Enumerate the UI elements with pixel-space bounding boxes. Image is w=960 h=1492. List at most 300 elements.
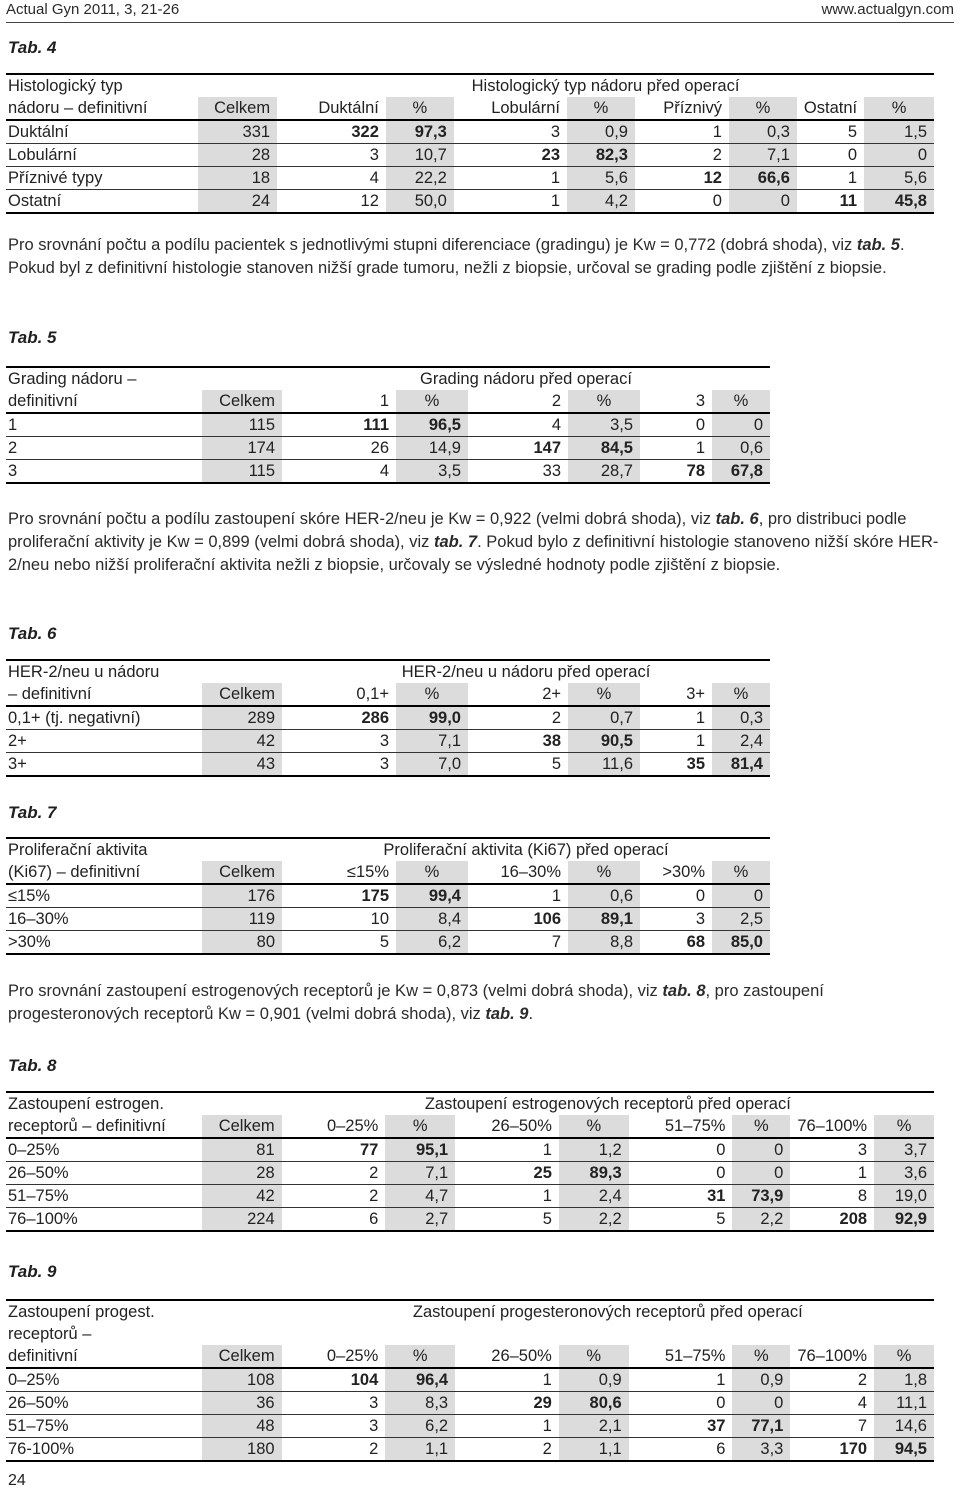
paragraph-text: , pro distribuci podle proliferační aktivity je Kw = 0,899 (velmi dobrá shoda), viz <box>8 510 907 551</box>
column-header: 16–30% <box>468 861 568 884</box>
table-cell: 1,5 <box>864 120 934 144</box>
column-header: % <box>568 390 640 413</box>
tab5-label: Tab. 5 <box>8 328 57 347</box>
tab5-table <box>6 366 770 484</box>
tab9-rowhead: Zastoupení progest. <box>6 1300 202 1323</box>
column-header: ≤15% <box>282 861 396 884</box>
column-header: % <box>864 97 934 120</box>
tab6-rowhead: HER-2/neu u nádoru <box>6 660 202 683</box>
header-rule <box>6 22 954 23</box>
table-cell: 7 <box>468 931 568 955</box>
table-cell: 1,1 <box>559 1438 629 1462</box>
row-label: 26–50% <box>6 1162 202 1185</box>
table-cell: 4,7 <box>385 1185 455 1208</box>
tab9-colgroup: Zastoupení progesteronových receptorů před operací <box>282 1300 934 1323</box>
column-header: % <box>396 390 468 413</box>
table-cell: 2 <box>635 144 729 167</box>
row-label: Ostatní <box>6 190 198 214</box>
table-row <box>6 730 770 753</box>
tab9-rowhead: definitivní <box>6 1345 202 1368</box>
table-cell: 50,0 <box>386 190 454 214</box>
column-header: Ostatní <box>797 97 864 120</box>
column-header: % <box>385 1345 455 1368</box>
table-row <box>6 167 934 190</box>
table-cell: 8 <box>790 1185 874 1208</box>
paragraph-text: . Pokud bylo z definitivní histologie stanoveno nižší skóre HER-2/neu nebo nižší proliferační aktivita nežli z biopsie, určovaly se výsledné hodnoty podle zjištění z biopsie. <box>8 533 939 574</box>
table-cell: 5,6 <box>864 167 934 190</box>
table-cell: 11,6 <box>568 753 640 777</box>
row-label: 3+ <box>6 753 202 777</box>
table-row <box>6 1438 934 1462</box>
table-cell: 0 <box>629 1162 733 1185</box>
column-header: % <box>712 861 770 884</box>
table-cell: 2 <box>455 1438 559 1462</box>
table-cell: 10 <box>282 908 396 931</box>
tab4-label: Tab. 4 <box>8 38 57 57</box>
row-label: 0–25% <box>6 1368 202 1392</box>
tab5-rowhead: definitivní <box>6 390 202 413</box>
tab4-table <box>6 73 934 214</box>
column-header: 3+ <box>640 683 712 706</box>
column-header: Celkem <box>198 97 277 120</box>
table-cell: 29 <box>455 1392 559 1415</box>
table-cell: 0,3 <box>729 120 797 144</box>
table-cell: 97,3 <box>386 120 454 144</box>
column-header: % <box>874 1345 934 1368</box>
paragraph-text: . Pokud byl z definitivní histologie stanoven nižší grade tumoru, nežli z biopsie, určoval se grading podle zjištění z biopsie. <box>8 236 905 277</box>
column-header: Celkem <box>202 683 282 706</box>
table-cell: 89,3 <box>559 1162 629 1185</box>
table-cell: 37 <box>629 1415 733 1438</box>
table-row <box>6 1368 934 1392</box>
table-cell: 0 <box>640 884 712 908</box>
table-cell: 4 <box>282 460 396 484</box>
table-cell: 77 <box>282 1138 386 1162</box>
table-cell: 3,3 <box>732 1438 790 1462</box>
table-cell: 48 <box>202 1415 282 1438</box>
table-cell: 1 <box>629 1368 733 1392</box>
table-cell: 18 <box>198 167 277 190</box>
table-cell: 67,8 <box>712 460 770 484</box>
table-cell: 224 <box>202 1208 282 1232</box>
tab6-table <box>6 659 770 777</box>
tab6-label: Tab. 6 <box>8 624 57 643</box>
table-row <box>6 706 770 730</box>
table-cell: 3,7 <box>874 1138 934 1162</box>
table-cell: 0,6 <box>712 437 770 460</box>
table-cell: 3,5 <box>396 460 468 484</box>
table-cell: 170 <box>790 1438 874 1462</box>
table-cell: 7 <box>790 1415 874 1438</box>
tab4-rowhead: Histologický typ <box>6 74 198 97</box>
tab9-rowhead: receptorů – <box>8 1324 92 1343</box>
table-cell: 0 <box>635 190 729 214</box>
table-cell: 2 <box>282 1185 386 1208</box>
tab5-colgroup: Grading nádoru před operací <box>282 367 770 390</box>
column-header: 3 <box>640 390 712 413</box>
table-cell: 96,4 <box>385 1368 455 1392</box>
table-cell: 31 <box>629 1185 733 1208</box>
column-header: 1 <box>282 390 396 413</box>
table-cell: 289 <box>202 706 282 730</box>
column-header: Celkem <box>202 1345 282 1368</box>
paragraph-text: Pro srovnání zastoupení estrogenových receptorů je Kw = 0,873 (velmi dobrá shoda), viz <box>8 982 663 1000</box>
table-row <box>6 1185 934 1208</box>
column-header: % <box>712 683 770 706</box>
table-cell: 19,0 <box>874 1185 934 1208</box>
table-cell: 84,5 <box>568 437 640 460</box>
table-cell: 45,8 <box>864 190 934 214</box>
tab7-table <box>6 837 770 955</box>
table-cell: 11,1 <box>874 1392 934 1415</box>
column-header: % <box>568 861 640 884</box>
tab9-table <box>6 1299 934 1462</box>
page-header <box>6 0 954 22</box>
table-cell: 0 <box>732 1138 790 1162</box>
table-row <box>6 1392 934 1415</box>
table-cell: 322 <box>277 120 386 144</box>
tab4-colgroup: Histologický typ nádoru před operací <box>277 74 934 97</box>
table-cell: 1 <box>454 190 567 214</box>
table-row <box>6 908 770 931</box>
table-cell: 0 <box>629 1138 733 1162</box>
table-reference[interactable]: tab. 5 <box>856 236 900 254</box>
column-header: 76–100% <box>790 1345 874 1368</box>
table-cell: 43 <box>202 753 282 777</box>
table-cell: 81 <box>202 1138 282 1162</box>
table-cell: 4 <box>277 167 386 190</box>
table-cell: 77,1 <box>732 1415 790 1438</box>
tab9-label: Tab. 9 <box>8 1262 57 1281</box>
table-cell: 1 <box>635 120 729 144</box>
tab8-label: Tab. 8 <box>8 1056 57 1075</box>
table-cell: 3 <box>454 120 567 144</box>
paragraph-kappa-her2 <box>8 508 954 577</box>
table-cell: 1 <box>640 437 712 460</box>
table-cell: 0 <box>712 413 770 437</box>
table-cell: 2 <box>790 1368 874 1392</box>
table-cell: 0 <box>729 190 797 214</box>
table-cell: 35 <box>640 753 712 777</box>
table-cell: 174 <box>202 437 282 460</box>
table-row <box>6 190 934 214</box>
row-label: 76-100% <box>6 1438 202 1462</box>
table-cell: 28 <box>202 1162 282 1185</box>
table-cell: 2,4 <box>712 730 770 753</box>
table-cell: 1 <box>640 730 712 753</box>
column-header: >30% <box>640 861 712 884</box>
tab7-rowhead: (Ki67) – definitivní <box>6 861 202 884</box>
table-cell: 175 <box>282 884 396 908</box>
table-cell: 2,1 <box>559 1415 629 1438</box>
table-cell: 1 <box>454 167 567 190</box>
table-cell: 2,5 <box>712 908 770 931</box>
journal-url[interactable]: www.actualgyn.com <box>821 1 954 18</box>
page-number: 24 <box>8 1472 26 1489</box>
column-header: 76–100% <box>790 1115 874 1138</box>
column-header: % <box>385 1115 455 1138</box>
table-cell: 2 <box>282 1162 386 1185</box>
row-label: 0–25% <box>6 1138 202 1162</box>
table-cell: 2,2 <box>732 1208 790 1232</box>
table-cell: 6 <box>282 1208 386 1232</box>
table-cell: 180 <box>202 1438 282 1462</box>
table-cell: 0 <box>629 1392 733 1415</box>
row-label: Duktální <box>6 120 198 144</box>
table-cell: 1 <box>455 1415 559 1438</box>
paragraph-kappa-grading <box>8 234 954 280</box>
table-reference[interactable]: tab. 6 <box>715 510 759 528</box>
column-header: 51–75% <box>629 1115 733 1138</box>
table-cell: 0 <box>640 413 712 437</box>
table-cell: 0,7 <box>568 706 640 730</box>
table-cell: 104 <box>282 1368 386 1392</box>
tab8-rowhead: Zastoupení estrogen. <box>6 1092 202 1115</box>
journal-citation: Actual Gyn 2011, 3, 21-26 <box>6 1 180 18</box>
table-cell: 99,0 <box>396 706 468 730</box>
table-cell: 3 <box>277 144 386 167</box>
column-header: 2 <box>468 390 568 413</box>
column-header: % <box>568 683 640 706</box>
column-header: % <box>729 97 797 120</box>
table-cell: 286 <box>282 706 396 730</box>
row-label: 1 <box>6 413 202 437</box>
column-header: % <box>386 97 454 120</box>
table-cell: 24 <box>198 190 277 214</box>
table-row <box>6 413 770 437</box>
table-cell: 25 <box>455 1162 559 1185</box>
table-row <box>6 1138 934 1162</box>
table-cell: 1 <box>455 1185 559 1208</box>
column-header: Duktální <box>277 97 386 120</box>
table-cell: 5 <box>797 120 864 144</box>
table-cell: 7,1 <box>729 144 797 167</box>
table-cell: 23 <box>454 144 567 167</box>
row-label: ≤15% <box>6 884 202 908</box>
table-cell: 0,9 <box>567 120 635 144</box>
column-header: Příznivý <box>635 97 729 120</box>
table-cell: 2,2 <box>559 1208 629 1232</box>
table-cell: 115 <box>202 413 282 437</box>
table-cell: 0,3 <box>712 706 770 730</box>
table-cell: 0 <box>712 884 770 908</box>
column-header: % <box>732 1345 790 1368</box>
table-cell: 119 <box>202 908 282 931</box>
table-cell: 2 <box>468 706 568 730</box>
table-cell: 5 <box>629 1208 733 1232</box>
table-cell: 36 <box>202 1392 282 1415</box>
table-cell: 81,4 <box>712 753 770 777</box>
table-cell: 90,5 <box>568 730 640 753</box>
tab7-label: Tab. 7 <box>8 803 57 822</box>
table-cell: 0,6 <box>568 884 640 908</box>
row-label: 2 <box>6 437 202 460</box>
column-header: 26–50% <box>455 1115 559 1138</box>
tab4-rowhead: nádoru – definitivní <box>6 97 198 120</box>
paragraph-text: Pro srovnání počtu a podílu pacientek s jednotlivými stupni diferenciace (gradingu) je Kw = 0,772 (dobrá shoda), viz <box>8 236 857 254</box>
table-cell: 6,2 <box>396 931 468 955</box>
table-row <box>6 120 934 144</box>
table-cell: 331 <box>198 120 277 144</box>
table-cell: 8,8 <box>568 931 640 955</box>
paragraph-text: , pro zastoupení progesteronových receptorů Kw = 0,901 (velmi dobrá shoda), viz <box>8 982 824 1023</box>
column-header: Celkem <box>202 1115 282 1138</box>
table-cell: 12 <box>277 190 386 214</box>
table-cell: 8,3 <box>385 1392 455 1415</box>
column-header: % <box>732 1115 790 1138</box>
table-cell: 208 <box>790 1208 874 1232</box>
table-cell: 3 <box>640 908 712 931</box>
table-cell: 80,6 <box>559 1392 629 1415</box>
table-cell: 6 <box>629 1438 733 1462</box>
table-cell: 99,4 <box>396 884 468 908</box>
table-cell: 2,4 <box>559 1185 629 1208</box>
table-cell: 10,7 <box>386 144 454 167</box>
table-cell: 1,2 <box>559 1138 629 1162</box>
table-cell: 1 <box>455 1138 559 1162</box>
row-label: >30% <box>6 931 202 955</box>
table-cell: 1,8 <box>874 1368 934 1392</box>
row-label: 3 <box>6 460 202 484</box>
column-header: % <box>396 861 468 884</box>
table-cell: 96,5 <box>396 413 468 437</box>
table-cell: 1 <box>468 884 568 908</box>
tab6-colgroup: HER-2/neu u nádoru před operací <box>282 660 770 683</box>
table-cell: 8,4 <box>396 908 468 931</box>
table-cell: 0,9 <box>732 1368 790 1392</box>
table-cell: 33 <box>468 460 568 484</box>
table-cell: 78 <box>640 460 712 484</box>
table-cell: 2,7 <box>385 1208 455 1232</box>
tab8-colgroup: Zastoupení estrogenových receptorů před operací <box>282 1092 934 1115</box>
table-cell: 3 <box>282 730 396 753</box>
column-header: % <box>712 390 770 413</box>
table-cell: 1,1 <box>385 1438 455 1462</box>
table-reference[interactable]: tab. 7 <box>433 533 478 551</box>
table-cell: 0 <box>797 144 864 167</box>
table-cell: 1 <box>640 706 712 730</box>
column-header: % <box>567 97 635 120</box>
table-row <box>6 460 770 484</box>
table-cell: 3 <box>282 1392 386 1415</box>
row-label: 26–50% <box>6 1392 202 1415</box>
table-cell: 42 <box>202 1185 282 1208</box>
table-cell: 4,2 <box>567 190 635 214</box>
column-header: 0–25% <box>282 1345 386 1368</box>
table-cell: 14,6 <box>874 1415 934 1438</box>
tab6-rowhead: – definitivní <box>6 683 202 706</box>
table-cell: 108 <box>202 1368 282 1392</box>
column-header: 0,1+ <box>282 683 396 706</box>
table-row <box>6 437 770 460</box>
tab8-rowhead: receptorů – definitivní <box>6 1115 202 1138</box>
table-cell: 2 <box>282 1438 386 1462</box>
table-row <box>6 1162 934 1185</box>
table-cell: 1 <box>797 167 864 190</box>
table-cell: 3,5 <box>568 413 640 437</box>
table-cell: 111 <box>282 413 396 437</box>
row-label: 76–100% <box>6 1208 202 1232</box>
table-cell: 6,2 <box>385 1415 455 1438</box>
tab5-rowhead: Grading nádoru – <box>6 367 202 390</box>
table-cell: 5 <box>455 1208 559 1232</box>
table-cell: 28 <box>198 144 277 167</box>
table-row <box>6 1208 934 1232</box>
table-cell: 7,0 <box>396 753 468 777</box>
table-cell: 38 <box>468 730 568 753</box>
column-header: Celkem <box>202 390 282 413</box>
row-label: Lobulární <box>6 144 198 167</box>
table-cell: 5 <box>282 931 396 955</box>
table-row <box>6 1415 934 1438</box>
column-header: % <box>559 1345 629 1368</box>
table-row <box>6 753 770 777</box>
table-cell: 66,6 <box>729 167 797 190</box>
column-header: Celkem <box>202 861 282 884</box>
table-cell: 1 <box>790 1162 874 1185</box>
column-header: 51–75% <box>629 1345 733 1368</box>
table-cell: 85,0 <box>712 931 770 955</box>
table-cell: 95,1 <box>385 1138 455 1162</box>
table-cell: 0 <box>732 1392 790 1415</box>
tab8-table <box>6 1091 934 1232</box>
paragraph-text: Pro srovnání počtu a podílu zastoupení skóre HER-2/neu je Kw = 0,922 (velmi dobrá shoda), viz <box>8 510 716 528</box>
table-cell: 22,2 <box>386 167 454 190</box>
table-cell: 92,9 <box>874 1208 934 1232</box>
column-header: % <box>396 683 468 706</box>
table-cell: 89,1 <box>568 908 640 931</box>
table-cell: 3,6 <box>874 1162 934 1185</box>
table-cell: 4 <box>790 1392 874 1415</box>
table-cell: 5,6 <box>567 167 635 190</box>
table-cell: 12 <box>635 167 729 190</box>
table-reference[interactable]: tab. 9 <box>485 1005 529 1023</box>
table-cell: 5 <box>468 753 568 777</box>
table-reference[interactable]: tab. 8 <box>662 982 706 1000</box>
row-label: 51–75% <box>6 1185 202 1208</box>
table-cell: 3 <box>282 753 396 777</box>
column-header: 2+ <box>468 683 568 706</box>
table-cell: 0 <box>732 1162 790 1185</box>
column-header: % <box>559 1115 629 1138</box>
table-cell: 73,9 <box>732 1185 790 1208</box>
table-cell: 26 <box>282 437 396 460</box>
row-label: 51–75% <box>6 1415 202 1438</box>
row-label: Příznivé typy <box>6 167 198 190</box>
table-row <box>6 931 770 955</box>
table-cell: 42 <box>202 730 282 753</box>
paragraph-text: . <box>528 1005 534 1023</box>
table-cell: 11 <box>797 190 864 214</box>
row-label: 16–30% <box>6 908 202 931</box>
column-header: 0–25% <box>282 1115 386 1138</box>
table-row <box>6 144 934 167</box>
table-cell: 68 <box>640 931 712 955</box>
row-label: 0,1+ (tj. negativní) <box>6 706 202 730</box>
table-cell: 28,7 <box>568 460 640 484</box>
table-cell: 3 <box>282 1415 386 1438</box>
table-cell: 1 <box>455 1368 559 1392</box>
table-cell: 176 <box>202 884 282 908</box>
tab7-rowhead: Proliferační aktivita <box>6 838 202 861</box>
table-cell: 0 <box>864 144 934 167</box>
table-cell: 7,1 <box>396 730 468 753</box>
table-cell: 106 <box>468 908 568 931</box>
tab7-colgroup: Proliferační aktivita (Ki67) před operací <box>282 838 770 861</box>
row-label: 2+ <box>6 730 202 753</box>
table-cell: 14,9 <box>396 437 468 460</box>
table-cell: 115 <box>202 460 282 484</box>
